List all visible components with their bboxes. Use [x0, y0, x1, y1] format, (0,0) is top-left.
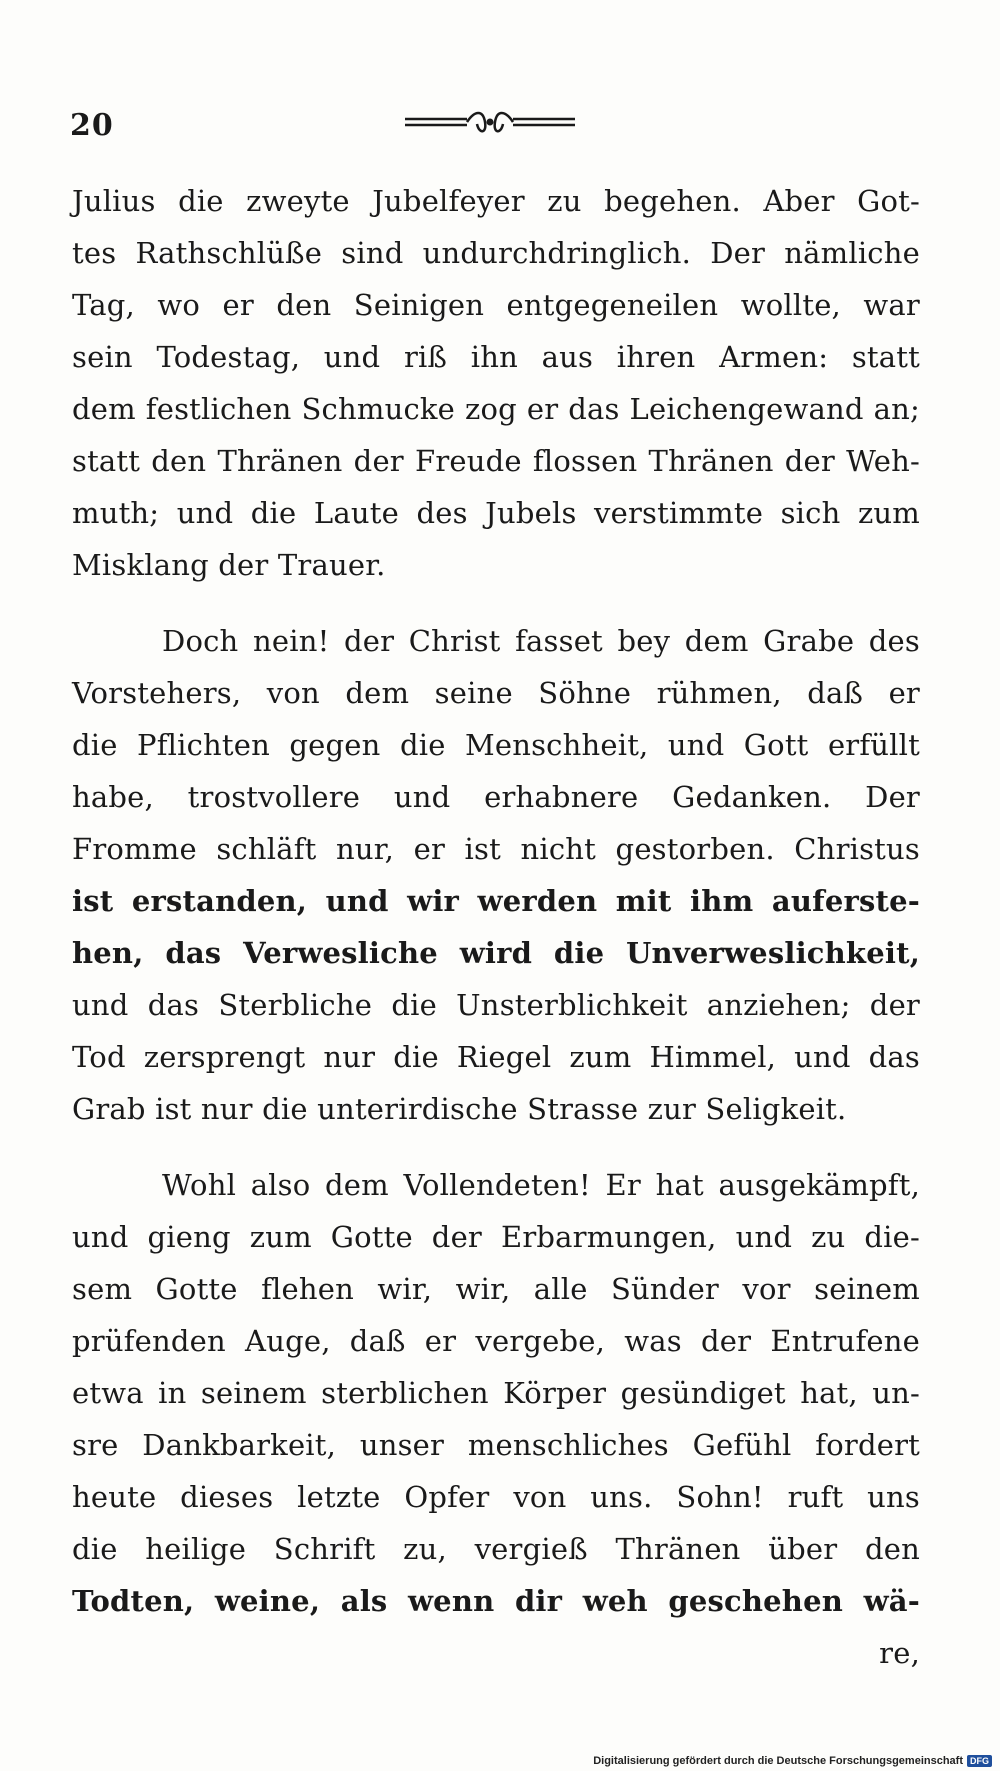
- catchword: re,: [879, 1636, 920, 1670]
- text-line: sem Gotte flehen wir, wir, alle Sünder vor seinem: [72, 1272, 920, 1306]
- text-line: prüfenden Auge, daß er vergebe, was der Entrufene: [72, 1324, 920, 1358]
- text-line: Todten, weine, als wenn dir weh geschehen wä-: [72, 1584, 920, 1618]
- text-line: und gieng zum Gotte der Erbarmungen, und zu die-: [72, 1220, 920, 1254]
- text-line: habe, trostvollere und erhabnere Gedanken. Der: [72, 780, 920, 814]
- digitization-credit: [593, 1755, 992, 1767]
- text-line: dem festlichen Schmucke zog er das Leichengewand an;: [72, 392, 920, 426]
- text-line: Tod zersprengt nur die Riegel zum Himmel, und das: [72, 1040, 920, 1074]
- text-line: Fromme schläft nur, er ist nicht gestorben. Christus: [72, 832, 920, 866]
- text-line: die Pflichten gegen die Menschheit, und Gott erfüllt: [72, 728, 920, 762]
- text-line: sein Todestag, und riß ihn aus ihren Armen: statt: [72, 340, 920, 374]
- text-line: heute dieses letzte Opfer von uns. Sohn! ruft uns: [72, 1480, 920, 1514]
- header-ornament-icon: [405, 108, 575, 138]
- page-number: 20: [70, 108, 114, 143]
- text-line: Vorstehers, von dem seine Söhne rühmen, daß er: [72, 676, 920, 710]
- text-line: Misklang der Trauer.: [72, 548, 386, 582]
- text-line: hen, das Verwesliche wird die Unverweslichkeit,: [72, 936, 920, 970]
- text-line: sre Dankbarkeit, unser menschliches Gefühl fordert: [72, 1428, 920, 1462]
- text-line: Julius die zweyte Jubelfeyer zu begehen. Aber Got-: [72, 184, 920, 218]
- paragraph-3: [72, 1159, 920, 1627]
- text-line: und das Sterbliche die Unsterblichkeit anziehen; der: [72, 988, 920, 1022]
- paragraph-1: [72, 175, 920, 591]
- text-line: Wohl also dem Vollendeten! Er hat ausgekämpft,: [162, 1168, 920, 1202]
- credit-text: Digitalisierung gefördert durch die Deutsche Forschungsgemeinschaft: [593, 1755, 963, 1767]
- text-line: etwa in seinem sterblichen Körper gesündiget hat, un-: [72, 1376, 920, 1410]
- text-line: Tag, wo er den Seinigen entgegeneilen wollte, war: [72, 288, 920, 322]
- text-line: muth; und die Laute des Jubels verstimmte sich zum: [72, 496, 920, 530]
- text-line: Grab ist nur die unterirdische Strasse zur Seligkeit.: [72, 1092, 847, 1126]
- body-text: [72, 175, 920, 1679]
- paragraph-2: [72, 615, 920, 1135]
- text-line: tes Rathschlüße sind undurchdringlich. Der nämliche: [72, 236, 920, 270]
- text-line: die heilige Schrift zu, vergieß Thränen über den: [72, 1532, 920, 1566]
- dfg-logo-icon: DFG: [967, 1755, 992, 1767]
- text-line: statt den Thränen der Freude flossen Thränen der Weh-: [72, 444, 920, 478]
- text-line: Doch nein! der Christ fasset bey dem Grabe des: [162, 624, 920, 658]
- text-line: ist erstanden, und wir werden mit ihm auferste-: [72, 884, 920, 918]
